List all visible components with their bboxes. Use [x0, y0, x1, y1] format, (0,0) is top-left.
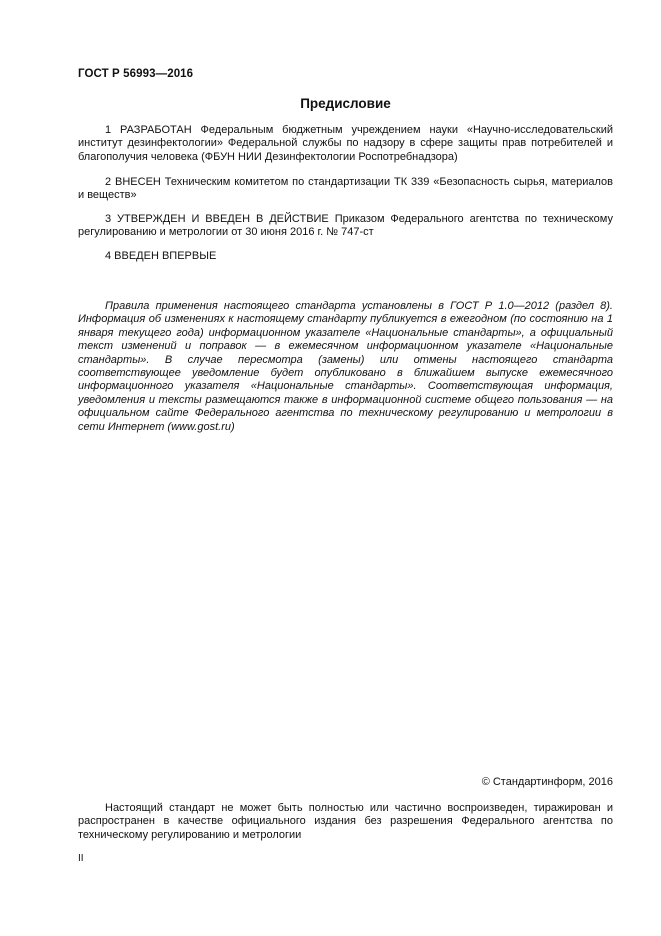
copyright-line: © Стандартинформ, 2016	[481, 776, 613, 788]
preface-item-developed: 1 РАЗРАБОТАН Федеральным бюджетным учреждением науки «Научно-исследовательский институт дезинфектологии» Федеральной службы по надзору в сфере защиты прав потребителей и благополучия человека (ФБУН НИИ Дезинфектологии Роспотребнадзора)	[78, 124, 613, 163]
application-rules-notice: Правила применения настоящего стандарта установлены в ГОСТ Р 1.0—2012 (раздел 8). Информация об изменениях к настоящему стандарту публикуется в ежегодном (по состоянию на 1 января текущего года) информационном указателе «Национальные стандарты», а официальный текст изменений и поправок — в ежемесячном информационном указателе «Национальные стандарты». В случае пересмотра (замены) или отмены настоящего стандарта соответствующее уведомление будет опубликовано в ближайшем выпуске ежемесячного информационного указателя «Национальные стандарты». Соответствующая информация, уведомления и тексты размещаются также в информационной системе общего пользования — на официальном сайте Федерального агентства по техническому регулированию и метрологии в сети Интернет (www.gost.ru)	[78, 300, 613, 433]
preface-item-introduced: 4 ВВЕДЕН ВПЕРВЫЕ	[105, 250, 217, 262]
preface-item-approved: 3 УТВЕРЖДЕН И ВВЕДЕН В ДЕЙСТВИЕ Приказом Федерального агентства по техническому регулированию и метрологии от 30 июня 2016 г. № 747-ст	[78, 213, 613, 239]
legal-notice: Настоящий стандарт не может быть полностью или частично воспроизведен, тиражирован и распространен в качестве официального издания без разрешения Федерального агентства по техническому регулированию и метрологии	[78, 802, 613, 841]
standard-id: ГОСТ Р 56993—2016	[78, 68, 194, 80]
page-title: Предисловие	[300, 96, 391, 111]
preface-item-submitted: 2 ВНЕСЕН Техническим комитетом по стандартизации ТК 339 «Безопасность сырья, материалов и веществ»	[78, 176, 613, 202]
page-number: II	[78, 853, 84, 864]
